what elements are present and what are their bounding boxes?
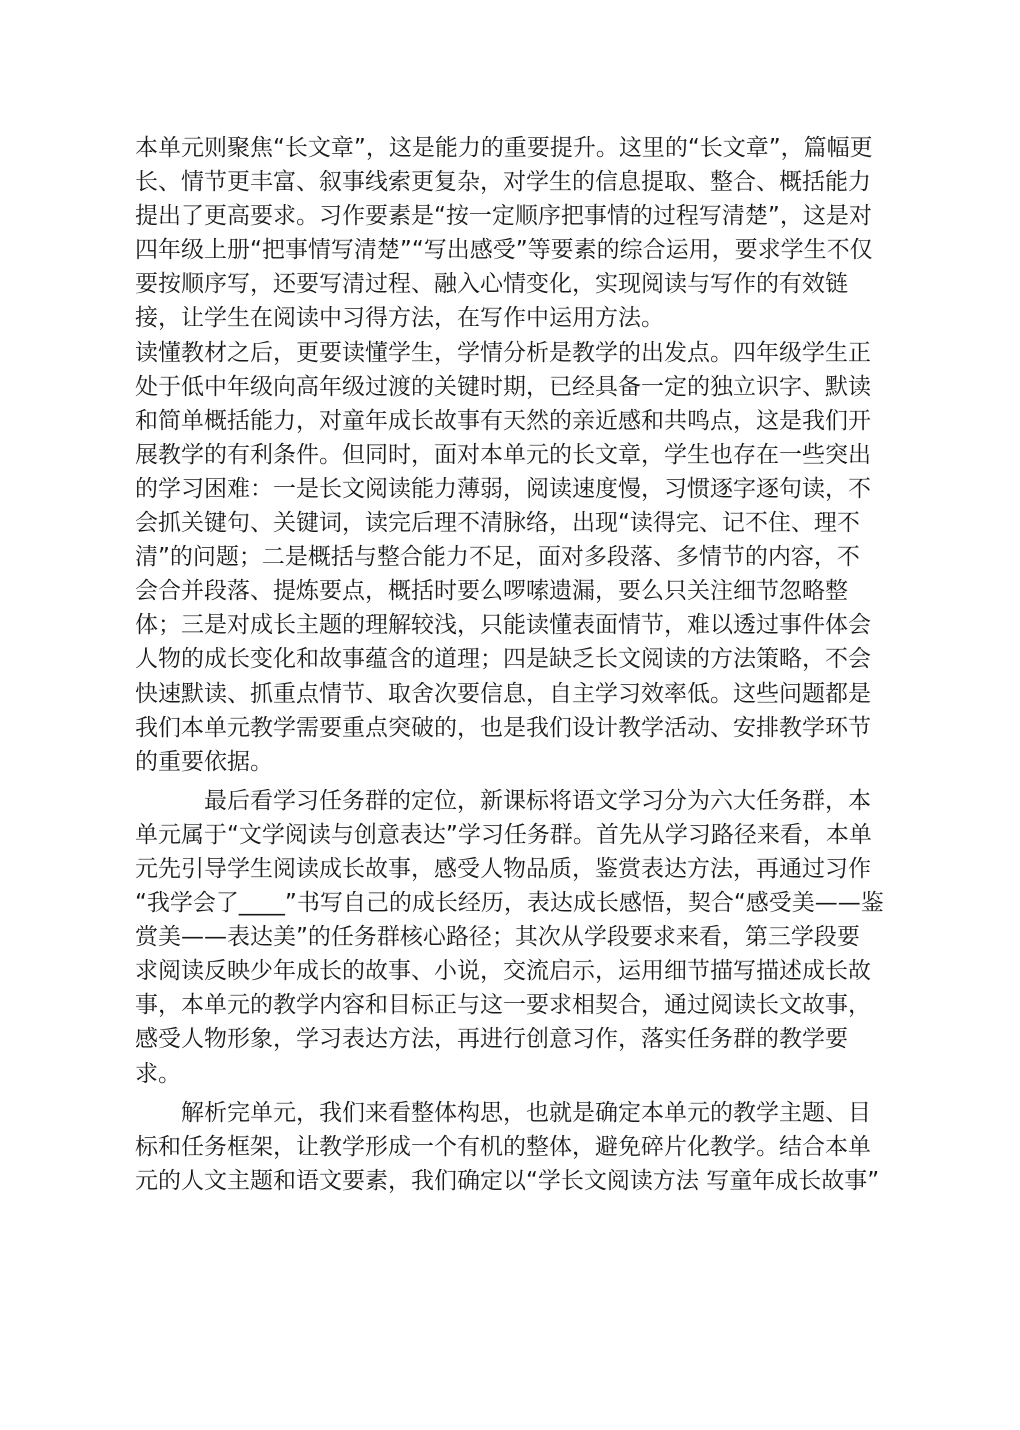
paragraph-overall-design xyxy=(135,1096,895,1198)
text-line: 最后看学习任务群的定位，新课标将语文学习分为六大任务群，本 xyxy=(204,787,871,814)
text-line: 求。 xyxy=(135,1060,181,1087)
text-line: 事，本单元的教学内容和目标正与这一要求相契合，通过阅读长文故事， xyxy=(135,992,871,1019)
text-line: 处于低中年级向高年级过渡的关键时期，已经具备一定的独立识字、默读 xyxy=(135,373,871,400)
text-line: 元先引导学生阅读成长故事，感受人物品质，鉴赏表达方法，再通过习作 xyxy=(135,855,871,882)
text-line: 我们本单元教学需要重点突破的，也是我们设计教学活动、安排教学环节 xyxy=(135,714,871,741)
body-text xyxy=(135,131,895,1198)
text-line: 清”的问题；二是概括与整合能力不足，面对多段落、多情节的内容，不 xyxy=(135,544,860,571)
paragraph-textbook-analysis xyxy=(135,131,895,336)
text-line: 的学习困难：一是长文阅读能力薄弱，阅读速度慢，习惯逐字逐句读，不 xyxy=(135,475,871,502)
text-line: 的重要依据。 xyxy=(135,748,273,775)
text-line: 人物的成长变化和故事蕴含的道理；四是缺乏长文阅读的方法策略，不会 xyxy=(135,646,871,673)
text-line: 接，让学生在阅读中习得方法，在写作中运用方法。 xyxy=(135,305,664,332)
paragraph-student-analysis xyxy=(135,336,895,779)
text-line: 长、情节更丰富、叙事线索更复杂，对学生的信息提取、整合、概括能力 xyxy=(135,169,871,196)
text-line: 单元属于“文学阅读与创意表达”学习任务群。首先从学习路径来看，本单 xyxy=(135,821,872,848)
text-line: 求阅读反映少年成长的故事、小说，交流启示，运用细节描写描述成长故 xyxy=(135,958,871,985)
text-line: 体；三是对成长主题的理解较浅，只能读懂表面情节，难以透过事件体会 xyxy=(135,612,871,639)
text-line: 四年级上册“把事情写清楚”“写出感受”等要素的综合运用，要求学生不仅 xyxy=(135,237,873,264)
text-line: 读懂教材之后，更要读懂学生，学情分析是教学的出发点。四年级学生正 xyxy=(135,339,871,366)
text-line: 快速默读、抓重点情节、取舍次要信息，自主学习效率低。这些问题都是 xyxy=(135,680,871,707)
text-line: 本单元则聚焦“长文章”，这是能力的重要提升。这里的“长文章”，篇幅更 xyxy=(135,135,873,161)
text-line: 和简单概括能力，对童年成长故事有天然的亲近感和共鸣点，这是我们开 xyxy=(135,407,871,434)
text-line: 会合并段落、提炼要点，概括时要么啰嗦遗漏，要么只关注细节忽略整 xyxy=(135,578,848,605)
text-line: “我学会了____”书写自己的成长经历，表达成长感悟，契合“感受美——鉴 xyxy=(135,890,884,917)
text-line: 标和任务框架，让教学形成一个有机的整体，避免碎片化教学。结合本单 xyxy=(135,1133,871,1160)
text-line: 赏美——表达美”的任务群核心路径；其次从学段要求来看，第三学段要 xyxy=(135,924,860,951)
text-line: 感受人物形象，学习表达方法，再进行创意习作，落实任务群的教学要 xyxy=(135,1026,848,1053)
text-line: 会抓关键句、关键词，读完后理不清脉络，出现“读得完、记不住、理不 xyxy=(135,510,860,537)
text-line: 解析完单元，我们来看整体构思，也就是确定本单元的教学主题、目 xyxy=(181,1099,871,1126)
text-line: 展教学的有利条件。但同时，面对本单元的长文章，学生也存在一些突出 xyxy=(135,441,871,468)
paragraph-task-group xyxy=(135,784,895,1091)
text-line: 要按顺序写，还要写清过程、融入心情变化，实现阅读与写作的有效链 xyxy=(135,271,848,298)
text-line: 提出了更高要求。习作要素是“按一定顺序把事情的过程写清楚”，这是对 xyxy=(135,203,872,230)
text-line: 元的人文主题和语文要素，我们确定以“学长文阅读方法 写童年成长故事” xyxy=(135,1167,880,1194)
